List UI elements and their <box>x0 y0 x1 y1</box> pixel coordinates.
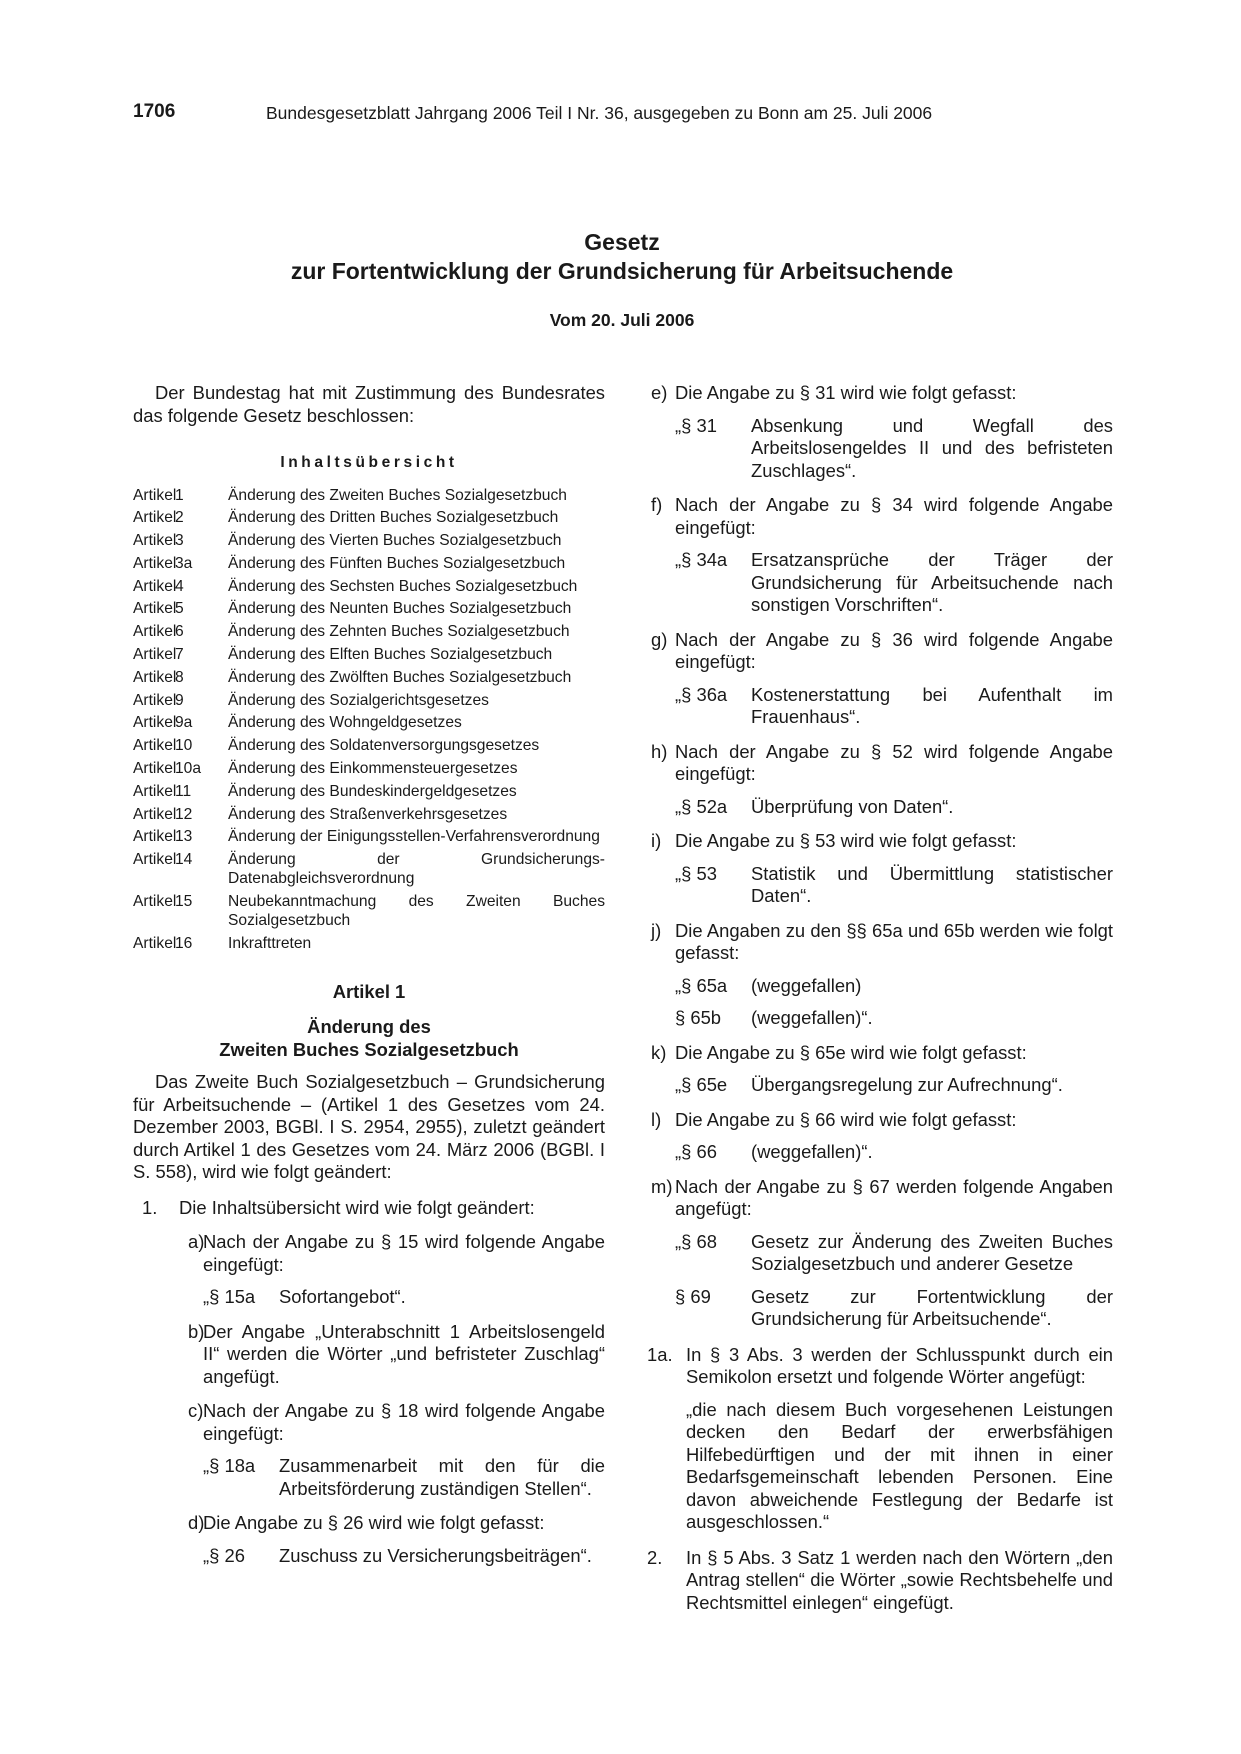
toc-art: Artikel <box>133 760 177 778</box>
toc-num: 1 <box>175 486 184 504</box>
toc-num: 15 <box>175 893 193 911</box>
para-entry: „§ 52a Überprüfung von Daten“. <box>675 795 954 817</box>
toc-art: Artikel <box>133 737 177 755</box>
toc-desc: Änderung des Einkommensteuergesetzes <box>228 760 518 778</box>
toc-row <box>133 508 605 527</box>
item-1a <box>647 1343 1113 1534</box>
toc-art: Artikel <box>133 805 177 823</box>
item-1-label: 1. <box>142 1196 158 1218</box>
toc-row <box>133 645 605 664</box>
sub-item-h: h) Nach der Angabe zu § 52 wird folgende Angabe eingefügt: „§ 52a Überprüfung von Daten“. <box>651 740 1113 817</box>
sub-item-m: m) Nach der Angabe zu § 67 werden folgende Angaben angefügt: „§ 68 Gesetz zur Änderung des Zweiten Buches Sozialgesetzbuch und anderer Gesetze § 69 Gesetz zur Fortentwicklung der Grundsicherung für Arbeitsuchende“. <box>651 1175 1113 1329</box>
toc-row <box>133 599 605 618</box>
toc-art: Artikel <box>133 782 177 800</box>
toc-num: 6 <box>175 623 184 641</box>
toc-row <box>133 691 605 710</box>
toc-num: 7 <box>175 646 184 664</box>
toc-art: Artikel <box>133 934 177 952</box>
toc-row <box>133 850 605 888</box>
toc-art: Artikel <box>133 600 177 618</box>
left-column <box>133 382 605 1567</box>
toc-num: 2 <box>175 509 184 527</box>
sub-item-i: i) Die Angabe zu § 53 wird wie folgt gefasst: „§ 53 Statistik und Übermittlung statistischer Daten“. <box>651 830 1113 906</box>
toc-art: Artikel <box>133 714 177 732</box>
toc-desc: Neubekanntmachung des Zweiten Buches Sozialgesetzbuch <box>228 893 605 930</box>
toc-row <box>133 934 605 953</box>
toc-desc: Änderung des Vierten Buches Sozialgesetzbuch <box>228 532 562 550</box>
sub-item-f: f) Nach der Angabe zu § 34 wird folgende Angabe eingefügt: „§ 34a Ersatzansprüche der Träger der Grundsicherung für Arbeitsuchende nach sonstigen Vorschriften“. <box>651 494 1113 615</box>
toc-desc: Änderung des Zweiten Buches Sozialgesetzbuch <box>228 486 567 504</box>
toc-art: Artikel <box>133 851 177 869</box>
toc-art: Artikel <box>133 668 177 686</box>
toc-num: 4 <box>175 577 184 595</box>
toc-row <box>133 668 605 687</box>
toc-desc: Änderung des Dritten Buches Sozialgesetzbuch <box>228 509 559 527</box>
para-entry: „§ 15a Sofortangebot“. <box>203 1286 406 1308</box>
para-entry: „§ 34a Ersatzansprüche der Träger der Grundsicherung für Arbeitsuchende nach sonstigen Vorschriften“. <box>675 549 1113 615</box>
item-1 <box>133 1197 605 1568</box>
toc-desc: Änderung des Zwölften Buches Sozialgesetzbuch <box>228 668 572 686</box>
toc-desc: Inkrafttreten <box>228 934 312 952</box>
toc-desc: Änderung des Straßenverkehrsgesetzes <box>228 805 508 823</box>
toc-row <box>133 713 605 732</box>
toc-art: Artikel <box>133 646 177 664</box>
table-of-contents <box>133 486 605 953</box>
law-title-line1: Gesetz <box>584 229 660 255</box>
toc-heading: Inhaltsübersicht <box>280 454 458 471</box>
toc-row <box>133 827 605 846</box>
item-2-text: In § 5 Abs. 3 Satz 1 werden nach den Wörtern „den Antrag stellen“ die Wörter „sowie Rechtsbehelfe und Rechtsmittel einlegen“ eingefügt. <box>686 1546 1113 1613</box>
toc-num: 11 <box>175 782 192 800</box>
sub-item-l: l) Die Angabe zu § 66 wird wie folgt gefasst: „§ 66 (weggefallen)“. <box>651 1109 1113 1164</box>
toc-num: 8 <box>175 668 184 686</box>
toc-desc: Änderung des Sechsten Buches Sozialgesetzbuch <box>228 577 578 595</box>
toc-art: Artikel <box>133 828 177 846</box>
law-date: Vom 20. Juli 2006 <box>549 310 695 330</box>
preamble: Der Bundestag hat mit Zustimmung des Bundesrates das folgende Gesetz beschlossen: <box>133 382 605 426</box>
article-title-line2: Zweiten Buches Sozialgesetzbuch <box>219 1038 519 1060</box>
item-2-label: 2. <box>647 1546 663 1568</box>
toc-num: 10a <box>175 760 202 778</box>
toc-desc: Änderung des Bundeskindergeldgesetzes <box>228 782 517 800</box>
toc-row <box>133 759 605 778</box>
toc-desc: Änderung des Elften Buches Sozialgesetzbuch <box>228 646 553 664</box>
toc-num: 14 <box>175 851 193 869</box>
item-1a-text: In § 3 Abs. 3 werden der Schlusspunkt durch ein Semikolon ersetzt und folgende Wörter angefügt: <box>686 1343 1113 1387</box>
para-entry: „§ 31 Absenkung und Wegfall des Arbeitslosengeldes II und des befristeten Zuschlages“. <box>675 414 1113 481</box>
toc-row <box>133 531 605 550</box>
toc-row <box>133 805 605 824</box>
toc-desc: Änderung des Wohngeldgesetzes <box>228 714 462 732</box>
para-entry: „§ 65e Übergangsregelung zur Aufrechnung“. <box>675 1074 1063 1095</box>
toc-art: Artikel <box>133 509 177 527</box>
toc-art: Artikel <box>133 691 177 709</box>
sub-item-b: b) Der Angabe „Unterabschnitt 1 Arbeitslosengeld II“ werden die Wörter „und befristeter Zuschlag“ angefügt. <box>188 1320 605 1387</box>
toc-art: Artikel <box>133 893 177 911</box>
toc-row <box>133 622 605 641</box>
para-entry: „§ 68 Gesetz zur Änderung des Zweiten Buches Sozialgesetzbuch und anderer Gesetze <box>675 1230 1113 1274</box>
right-column <box>647 382 1113 1614</box>
sub-item-k: k) Die Angabe zu § 65e wird wie folgt gefasst: „§ 65e Übergangsregelung zur Aufrechnung“. <box>651 1042 1113 1097</box>
article-intro: Das Zweite Buch Sozialgesetzbuch – Grundsicherung für Arbeitsuchende – (Artikel 1 des Gesetzes vom 24. Dezember 2003, BGBl. I S. 2954, 2955), zuletzt geändert durch Artikel 1 des Gesetzes vom 24. März 2006 (BGBl. I S. 558), wird wie folgt geändert: <box>133 1071 605 1183</box>
toc-art: Artikel <box>133 623 177 641</box>
para-entry: § 69 Gesetz zur Fortentwicklung der Grundsicherung für Arbeitsuchende“. <box>675 1285 1113 1329</box>
toc-desc: Änderung des Fünften Buches Sozialgesetzbuch <box>228 554 566 572</box>
article-number: Artikel 1 <box>332 980 406 1002</box>
toc-art: Artikel <box>133 532 177 550</box>
toc-desc: Änderung des Zehnten Buches Sozialgesetzbuch <box>228 623 570 641</box>
para-entry: § 65b (weggefallen)“. <box>675 1007 873 1028</box>
toc-desc: Änderung der Grundsicherungs-Datenabgleichsverordnung <box>228 851 605 888</box>
para-entry: „§ 53 Statistik und Übermittlung statistischer Daten“. <box>675 862 1113 906</box>
toc-row <box>133 782 605 801</box>
para-entry: „§ 26 Zuschuss zu Versicherungsbeiträgen“. <box>203 1544 592 1566</box>
toc-num: 9a <box>175 714 193 732</box>
toc-art: Artikel <box>133 554 177 572</box>
sub-item-j: j) Die Angaben zu den §§ 65a und 65b werden wie folgt gefasst: „§ 65a (weggefallen) § 65b (weggefallen)“. <box>651 919 1113 1028</box>
toc-num: 12 <box>175 805 193 823</box>
toc-num: 9 <box>175 691 184 709</box>
item-1a-label: 1a. <box>647 1343 673 1365</box>
toc-num: 16 <box>175 934 193 952</box>
item-2 <box>647 1546 1113 1615</box>
toc-desc: Änderung des Neunten Buches Sozialgesetzbuch <box>228 600 572 618</box>
sub-item-d: d) Die Angabe zu § 26 wird wie folgt gefasst: „§ 26 Zuschuss zu Versicherungsbeiträgen“. <box>179 1512 605 1567</box>
article-title-line1: Änderung des <box>307 1016 431 1038</box>
toc-num: 3 <box>175 532 184 550</box>
toc-art: Artikel <box>133 577 177 595</box>
page-number: 1706 <box>133 101 176 122</box>
toc-num: 3a <box>175 554 193 572</box>
toc-desc: Änderung des Sozialgerichtsgesetzes <box>228 691 489 709</box>
toc-num: 10 <box>175 737 193 755</box>
item-1-text: Die Inhaltsübersicht wird wie folgt geändert: <box>179 1196 535 1218</box>
running-header: Bundesgesetzblatt Jahrgang 2006 Teil I Nr. 36, ausgegeben zu Bonn am 25. Juli 2006 <box>266 103 933 123</box>
sub-item-a: a) Nach der Angabe zu § 15 wird folgende Angabe eingefügt: „§ 15a Sofortangebot“. <box>188 1231 605 1308</box>
para-entry: „§ 65a (weggefallen) <box>675 974 862 996</box>
toc-row <box>133 554 605 573</box>
para-entry: „§ 66 (weggefallen)“. <box>675 1141 873 1162</box>
law-title-line2: zur Fortentwicklung der Grundsicherung für Arbeitsuchende <box>290 258 954 284</box>
law-title <box>133 228 1111 286</box>
toc-row <box>133 892 605 930</box>
sub-item-e: e) Die Angabe zu § 31 wird wie folgt gefasst: „§ 31 Absenkung und Wegfall des Arbeitslosengeldes II und des befristeten Zuschlages“. <box>651 382 1113 481</box>
para-entry: „§ 36a Kostenerstattung bei Aufenthalt im Frauenhaus“. <box>675 683 1113 727</box>
toc-desc: Änderung der Einigungsstellen-Verfahrensverordnung <box>228 828 600 846</box>
sub-item-g: g) Nach der Angabe zu § 36 wird folgende Angabe eingefügt: „§ 36a Kostenerstattung bei Aufenthalt im Frauenhaus“. <box>651 628 1113 727</box>
article-title <box>133 1016 605 1061</box>
sub-item-c: c) Nach der Angabe zu § 18 wird folgende Angabe eingefügt: „§ 18a Zusammenarbeit mit den für die Arbeitsförderung zuständigen Stellen“. <box>188 1400 605 1499</box>
toc-num: 13 <box>175 828 193 846</box>
toc-num: 5 <box>175 600 184 618</box>
toc-row <box>133 577 605 596</box>
toc-art: Artikel <box>133 486 177 504</box>
toc-row <box>133 486 605 505</box>
toc-row <box>133 736 605 755</box>
para-entry: „§ 18a Zusammenarbeit mit den für die Arbeitsförderung zuständigen Stellen“. <box>203 1455 605 1499</box>
item-1a-quote: „die nach diesem Buch vorgesehenen Leistungen decken den Bedarf der erwerbsfähigen Hilfebedürftigen und der mit ihnen in einer Bedarfsgemeinschaft lebenden Personen. Eine davon abweichende Festlegung der Bedarfe ist ausgeschlossen.“ <box>686 1398 1113 1532</box>
toc-desc: Änderung des Soldatenversorgungsgesetzes <box>228 737 540 755</box>
